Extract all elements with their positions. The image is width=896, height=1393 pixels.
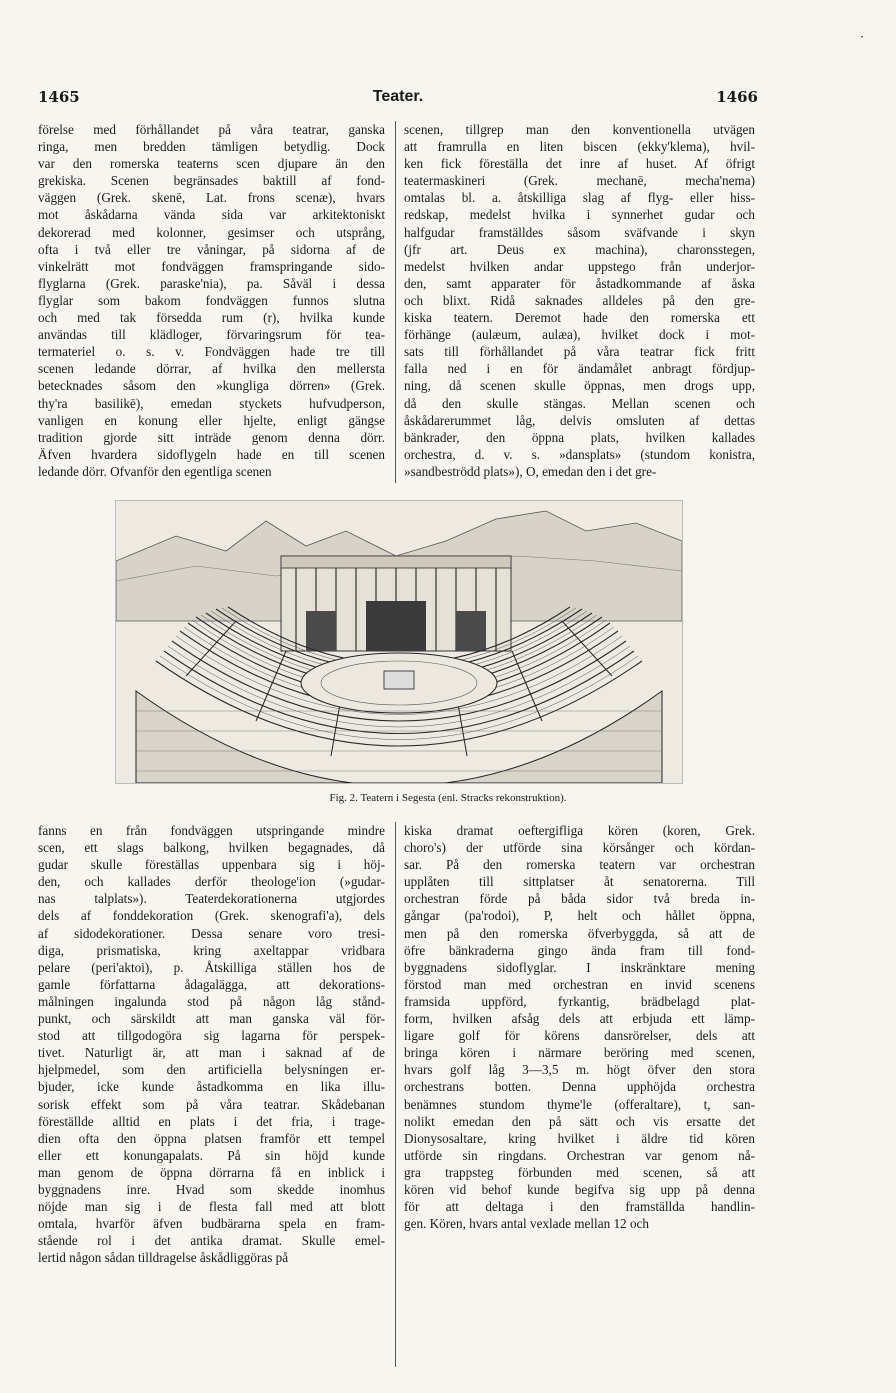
text-line: förelse med förhållandet på våra teatrar, ganska [38,122,385,137]
text-line: »sandbeströdd plats»), O, emedan den i det gre- [404,463,657,479]
text-line: medelst hvilken andar uppstego från underjor- [404,258,755,274]
text-line: sar. På den romerska teatern var orchestran [404,857,755,873]
text-line: då den skulle stängas. Mellan scenen och [404,395,755,411]
figure-caption: Fig. 2. Teatern i Segesta (enl. Stracks rekonstruktion). [329,792,567,804]
text-line: Dionysosaltare, kring hvilket i äldre tid kören [404,1130,755,1146]
text-line: kiska teatern. Deremot hade den romerska ett [404,310,755,326]
text-line: benämnes stundom thyme'le (offeraltare), t, san- [404,1096,755,1112]
text-line: gra trappsteg förbunden med scenen, så att [404,1164,755,1180]
text-line: redskap, medelst hvilka i synnerhet gudar och [404,207,755,223]
column-bottom-left [38,822,385,1266]
column-top-left [38,121,385,480]
running-title: Teater. [372,88,424,105]
text-line: ligare golf för körens dansrörelser, dels att [404,1028,755,1044]
text-line: utförde sin ringdans. Orchestran var genom nå- [404,1147,755,1163]
text-line: bänkrader, den öppna plats, hvilken kallades [404,429,755,445]
text-line: ken fick föreställa det inre af huset. Af öfrigt [404,156,755,172]
right-page-number: 1466 [716,88,758,106]
text-line: att framrulla en liten biscen (ekky'klema), hvil- [404,139,755,155]
text-line: bringa kören i närmare beröring med scenen, [404,1045,755,1061]
text-line: ringa, men bredden tämligen betydlig. Dock [38,139,385,155]
text-line: väggen (Grek. skenē, Lat. frons scenæ), hvars [38,190,385,206]
text-line: gångar (pa'rodoi), P, helt och hållet öppna, [404,908,755,924]
text-line: orchestra, d. v. s. »dansplats» (stundom konistra, [404,446,755,462]
theatre-illustration [115,500,683,784]
text-line: nas talplats»). Teaterdekorationerna utgjordes [38,891,385,907]
text-line: den, och kallades derför theologe'ion (»gudar- [38,874,385,890]
text-line: omtala, hvarför äfven budbärarna spela en fram- [38,1216,385,1232]
text-line: kiska dramat oeftergifliga kören (koren, Grek. [404,823,755,838]
text-line: nöjde man sig i de flesta fall med att blott [38,1199,385,1215]
text-line: gen. Kören, hvars antal vexlade mellan 12 och [404,1216,649,1232]
text-line: falla ned i en för ändamålet anbragt fördjup- [404,361,755,377]
text-line: byggnadens sidoflyglar. I inskränktare mening [404,959,755,975]
text-line: upplåten till sittplatser åt senatorerna. Till [404,874,755,890]
text-line: pelare (peri'aktoi), p. Åtskilliga ställen hos de [38,959,385,975]
text-line: vinkelrätt mot fondväggen framspringande sido- [38,258,385,274]
column-top-right [404,121,755,480]
text-line: flyglarna (Grek. paraske'nia), pa. Såväl i dessa [38,275,385,291]
column-bottom-right [404,822,755,1232]
text-line: målningen ingalunda stod på någon låg stånd- [38,993,385,1009]
text-line: thy'ra basilikē), emedan styckets hufvudperson, [38,395,385,411]
left-page-number: 1465 [38,88,80,106]
text-line: hjelpmedel, som den artificiella belysningen er- [38,1062,385,1078]
text-line: scenen, tillgrep man den konventionella utvägen [404,122,755,137]
text-line: fanns en från fondväggen utspringande mindre [38,823,385,838]
text-line: men på den romerska öfverbyggda, så att de [404,925,755,941]
text-line: för att deltaga i den framställda handlin- [404,1199,755,1215]
text-line: stående rol i det antika dramat. Skulle emel- [38,1233,385,1249]
text-line: orchestrans botten. Denna upphöjda orchestra [404,1079,755,1095]
text-line: och blixt. Ridå saknades alldeles på den gre- [404,292,755,308]
text-line: åskådarerummet låg, delvis omsluten af dettas [404,412,755,428]
text-line: diga, prismatiska, kring axeltappar vridbara [38,942,385,958]
text-line: af sidodekorationer. Dessa senare voro tresi- [38,925,385,941]
text-line: scen, ett slags balkong, hvilken begagnades, då [38,840,385,856]
text-line: mot åskådarna vända sida var arkitektoniskt [38,207,385,223]
text-line: choro's) der utförde sina körsånger och kördan- [404,840,755,856]
text-line: byggnadens inre. Hvad som skedde inomhus [38,1181,385,1197]
text-line: (jfr art. Deus ex machina), charonsstegen, [404,241,755,257]
text-line: punkt, och särskildt att man ganska väl för- [38,1011,385,1027]
text-line: dekorerad med kolonner, gesimser och utsprång, [38,224,385,240]
text-line: föreställde alltid en plats i det fria, i trage- [38,1113,385,1129]
text-line: betecknades såsom den »kungliga dörren» (Grek. [38,378,385,394]
text-line: användas till klädloger, förvaringsrum för tea- [38,327,385,343]
text-line: man genom de öppna dörrarna få en inblick i [38,1164,385,1180]
text-line: sorisk effekt som på våra teatrar. Skådebanan [38,1096,385,1112]
text-line: lertid någon sådan tilldragelse åskådliggöras på [38,1250,289,1266]
text-line: nolikt emedan den på sätt och vis ersatte det [404,1113,755,1129]
text-line: var den romerska teaterns scen djupare än den [38,156,385,172]
text-line: hvars golf låg 3—3,5 m. högt öfver den stora [404,1062,755,1078]
text-line: grekiska. Scenen begränsades baktill af fond- [38,173,385,189]
text-line: halfgudar framställdes såsom sväfvande i skyn [404,224,755,240]
text-line: scenen ledande dörrar, af hvilka den mellersta [38,361,385,377]
text-line: flyglar som bakom fondväggen funnos slutna [38,292,385,308]
text-line: vanligen en konung eller hjelte, enligt gängse [38,412,385,428]
text-line: form, hvilken afsåg dels att erbjuda ett lämp- [404,1011,755,1027]
text-line: eller ett konungapalats. På sin höjd kunde [38,1147,385,1163]
text-line: ning, då scenen skulle öppnas, men drogs upp, [404,378,755,394]
text-line: gudar skulle föreställas uppenbara sig i höj- [38,857,385,873]
text-line: tradition gjorde sitt inträde genom denna dörr. [38,429,385,445]
column-divider-top [395,121,396,483]
text-line: ofta i två eller tre våningar, på sidorna af de [38,241,385,257]
text-line: omtalas bl. a. åtskilliga slag af flyg- eller hiss- [404,190,755,206]
text-line: Äfven hvardera sidoflygeln hade en till scenen [38,446,385,462]
margin-mark: · [860,30,864,44]
text-line: och med tak försedda rum (r), hvilka kunde [38,310,385,326]
text-line: dien ofta den öppna platsen framför ett tempel [38,1130,385,1146]
text-line: termateriel o. s. v. Fondväggen hade tre till [38,344,385,360]
text-line: tivet. Naturligt är, att man i saknad af de [38,1045,385,1061]
text-line: dels af fonddekoration (Grek. skenografi'a), dels [38,908,385,924]
column-divider-bottom [395,822,396,1367]
text-line: kören vid behof kunde begifva sig upp på denna [404,1181,755,1197]
theatre-engraving [116,501,682,783]
text-line: ledande dörr. Ofvanför den egentliga scenen [38,463,272,479]
text-line: framsida uppförd, fyrkantig, brädbelagd plat- [404,993,755,1009]
text-line: öfre bänkraderna gingo ända fram till fond- [404,942,755,958]
text-line: förstod man med orchestran en invid scenens [404,976,755,992]
page-header [38,88,758,112]
text-line: sats till förhållandet på våra teatrar fick fritt [404,344,755,360]
text-line: orchestran förde på båda sidor två breda in- [404,891,755,907]
text-line: gamle författarna ådagalägga, att dekorations- [38,976,385,992]
text-line: bjuder, icke kunde åstadkomma en lika illu- [38,1079,385,1095]
text-line: förhänge (aulæum, aulæa), hvilket dock i mot- [404,327,755,343]
text-line: teatermaskineri (Grek. mechanē, mecha'nema) [404,173,755,189]
text-line: stod att tillgodogöra sig lagarna för perspek- [38,1028,385,1044]
text-line: den, samt apparater för åstadkommande af åska [404,275,755,291]
